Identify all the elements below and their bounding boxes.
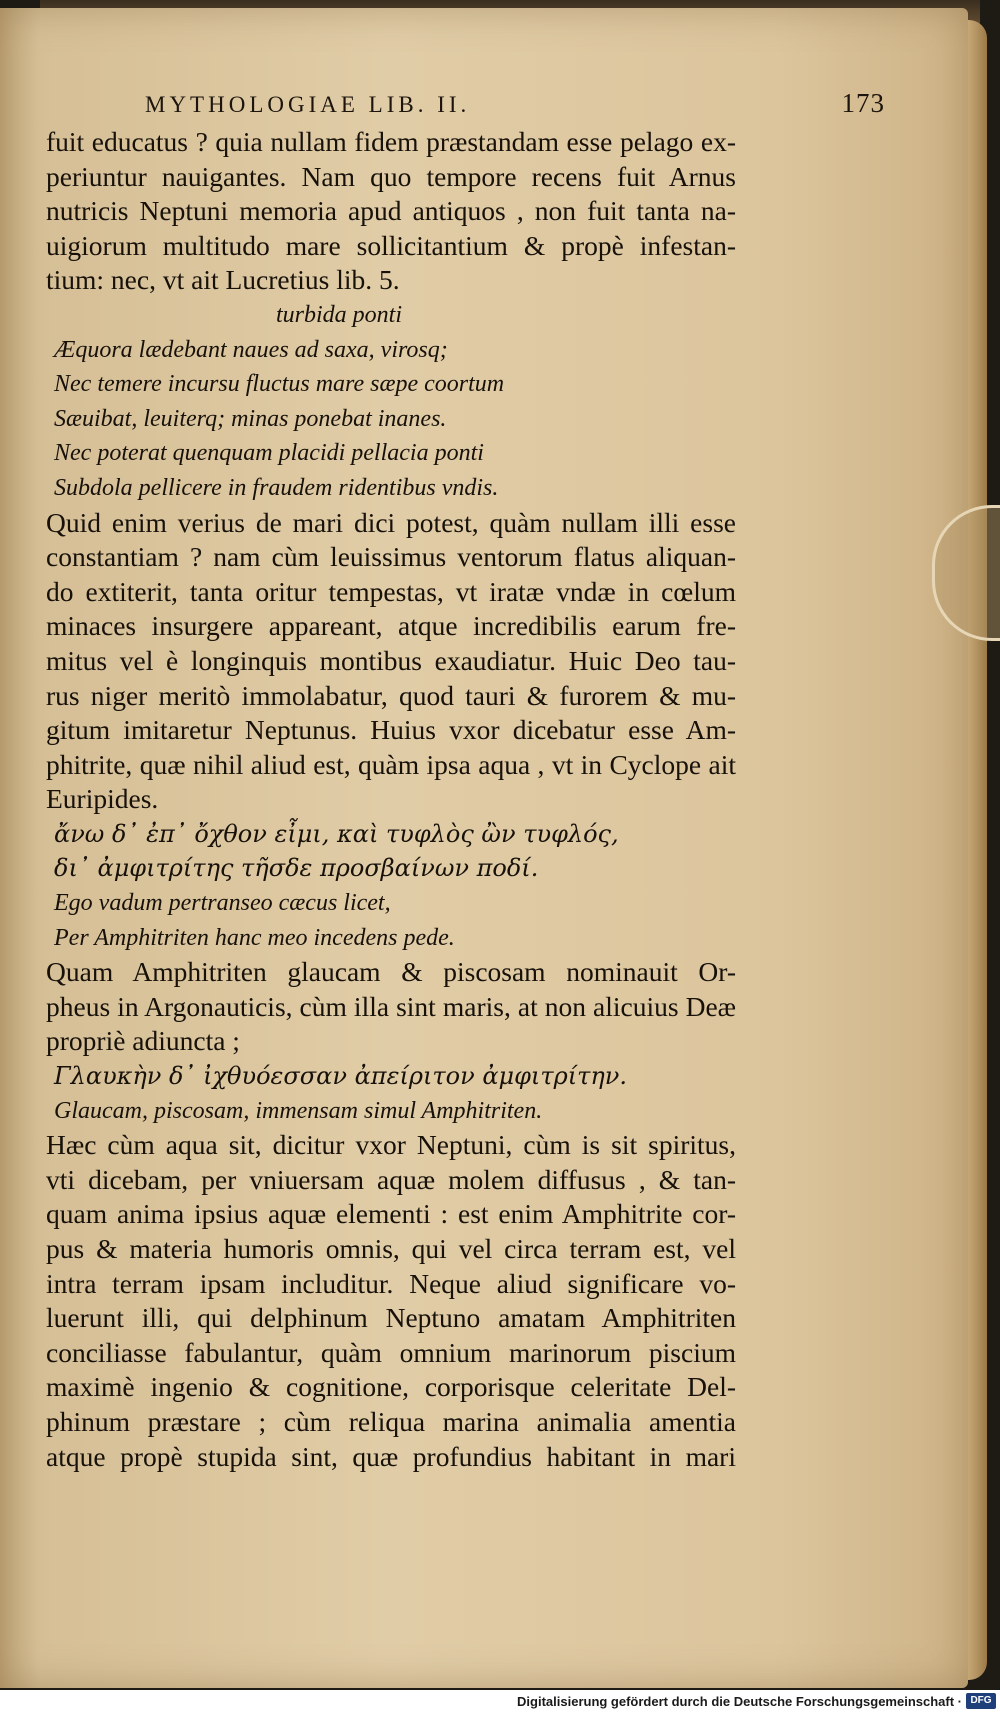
- prose-line: vti dicebam, per vniuersam aquæ molem diffusus , & tan-: [46, 1163, 736, 1195]
- funding-credit: Digitalisierung gefördert durch die Deutsche Forschungsgemeinschaft ·: [517, 1694, 962, 1709]
- prose-line: tium: nec, vt ait Lucretius lib. 5.: [46, 264, 400, 296]
- prose-line: conciliasse fabulantur, quàm omnium marinorum piscium: [46, 1336, 736, 1368]
- greek-verse-line: Γλαυκὴν δ᾽ ἰχθυόεσσαν ἀπείριτον ἀμφιτρίτην.: [54, 1062, 628, 1091]
- verse-line: Æquora lædebant naues ad saxa, virosq;: [54, 336, 448, 363]
- verse-line: Per Amphitriten hanc meo incedens pede.: [54, 924, 455, 951]
- prose-line: nutricis Neptuni memoria apud antiquos , non fuit tanta na-: [46, 195, 736, 227]
- prose-line: Hæc cùm aqua sit, dicitur vxor Neptuni, cùm is sit spiritus,: [46, 1129, 736, 1161]
- prose-line: do extiterit, tanta oritur tempestas, vt iratæ vndæ in cœlum: [46, 575, 736, 607]
- prose-line: constantiam ? nam cùm leuissimus ventorum flatus aliquan-: [46, 541, 736, 573]
- verse-line: Nec temere incursu fluctus mare sæpe coortum: [54, 371, 505, 398]
- verse-line: Nec poterat quenquam placidi pellacia ponti: [54, 440, 484, 467]
- prose-line: phitrite, quæ nihil aliud est, quàm ipsa aqua , vt in Cyclope ait: [46, 748, 736, 780]
- prose-line: propriè adiuncta ;: [46, 1025, 240, 1057]
- running-title: MYTHOLOGIAE LIB. II.: [145, 92, 471, 117]
- greek-verse-line: δι᾽ ἀμφιτρίτης τῆσδε προσβαίνων ποδί.: [54, 854, 539, 883]
- main-text: [46, 125, 736, 1474]
- digitization-footer: [0, 1690, 1000, 1714]
- prose-line: periuntur nauigantes. Nam quo tempore recens fuit Arnus: [46, 160, 736, 192]
- verse-line: Sæuibat, leuiterq; minas ponebat inanes.: [54, 405, 447, 432]
- verse-line: Glaucam, piscosam, immensam simul Amphitriten.: [54, 1097, 543, 1124]
- verse-line: turbida ponti: [276, 301, 403, 328]
- prose-line: phinum præstare ; cùm reliqua marina animalia amentia: [46, 1405, 736, 1437]
- prose-line: luerunt illi, qui delphinum Neptuno amatam Amphitriten: [46, 1302, 736, 1334]
- running-head: [135, 88, 885, 126]
- verse-line: Ego vadum pertranseo cæcus licet,: [54, 890, 391, 917]
- greek-verse-line: ἄνω δ᾽ ἐπ᾽ ὄχθον εἶμι, καὶ τυφλὸς ὢν τυφλός,: [54, 819, 619, 848]
- prose-line: intra terram ipsam includitur. Neque aliud significare vo-: [46, 1267, 736, 1299]
- prose-line: mitus vel è longinquis montibus exaudiatur. Huic Deo tau-: [46, 644, 736, 676]
- dfg-logo-icon: DFG: [966, 1693, 996, 1709]
- prose-line: atque propè stupida sint, quæ profundius habitant in mari: [46, 1440, 736, 1472]
- prose-line: minaces insurgere appareant, atque incredibilis earum fre-: [46, 610, 736, 642]
- verse-line: Subdola pellicere in fraudem ridentibus vndis.: [54, 474, 499, 501]
- prose-line: pus & materia humoris omnis, qui vel circa terram est, vel: [46, 1233, 736, 1264]
- prose-line: quam anima ipsius aquæ elementi : est enim Amphitrite cor-: [46, 1198, 736, 1230]
- prose-line: uigiorum multitudo mare sollicitantium & propè infestan-: [46, 229, 736, 261]
- prose-line: Quid enim verius de mari dici potest, quàm nullam illi esse: [46, 506, 736, 538]
- prose-line: Quam Amphitriten glaucam & piscosam nominauit Or-: [46, 956, 736, 988]
- prose-line: Euripides.: [46, 783, 159, 815]
- prose-line: fuit educatus ? quia nullam fidem præstandam esse pelago ex-: [46, 126, 736, 157]
- prose-line: gitum imitaretur Neptunus. Huius vxor dicebatur esse Am-: [46, 714, 736, 746]
- page-number: 173: [841, 88, 885, 118]
- prose-line: pheus in Argonauticis, cùm illa sint maris, at non alicuius Deæ: [46, 990, 736, 1022]
- prose-line: rus niger meritò immolabatur, quod tauri & furorem & mu-: [46, 679, 736, 711]
- prose-line: maximè ingenio & cognitione, corporisque celeritate Del-: [46, 1371, 736, 1403]
